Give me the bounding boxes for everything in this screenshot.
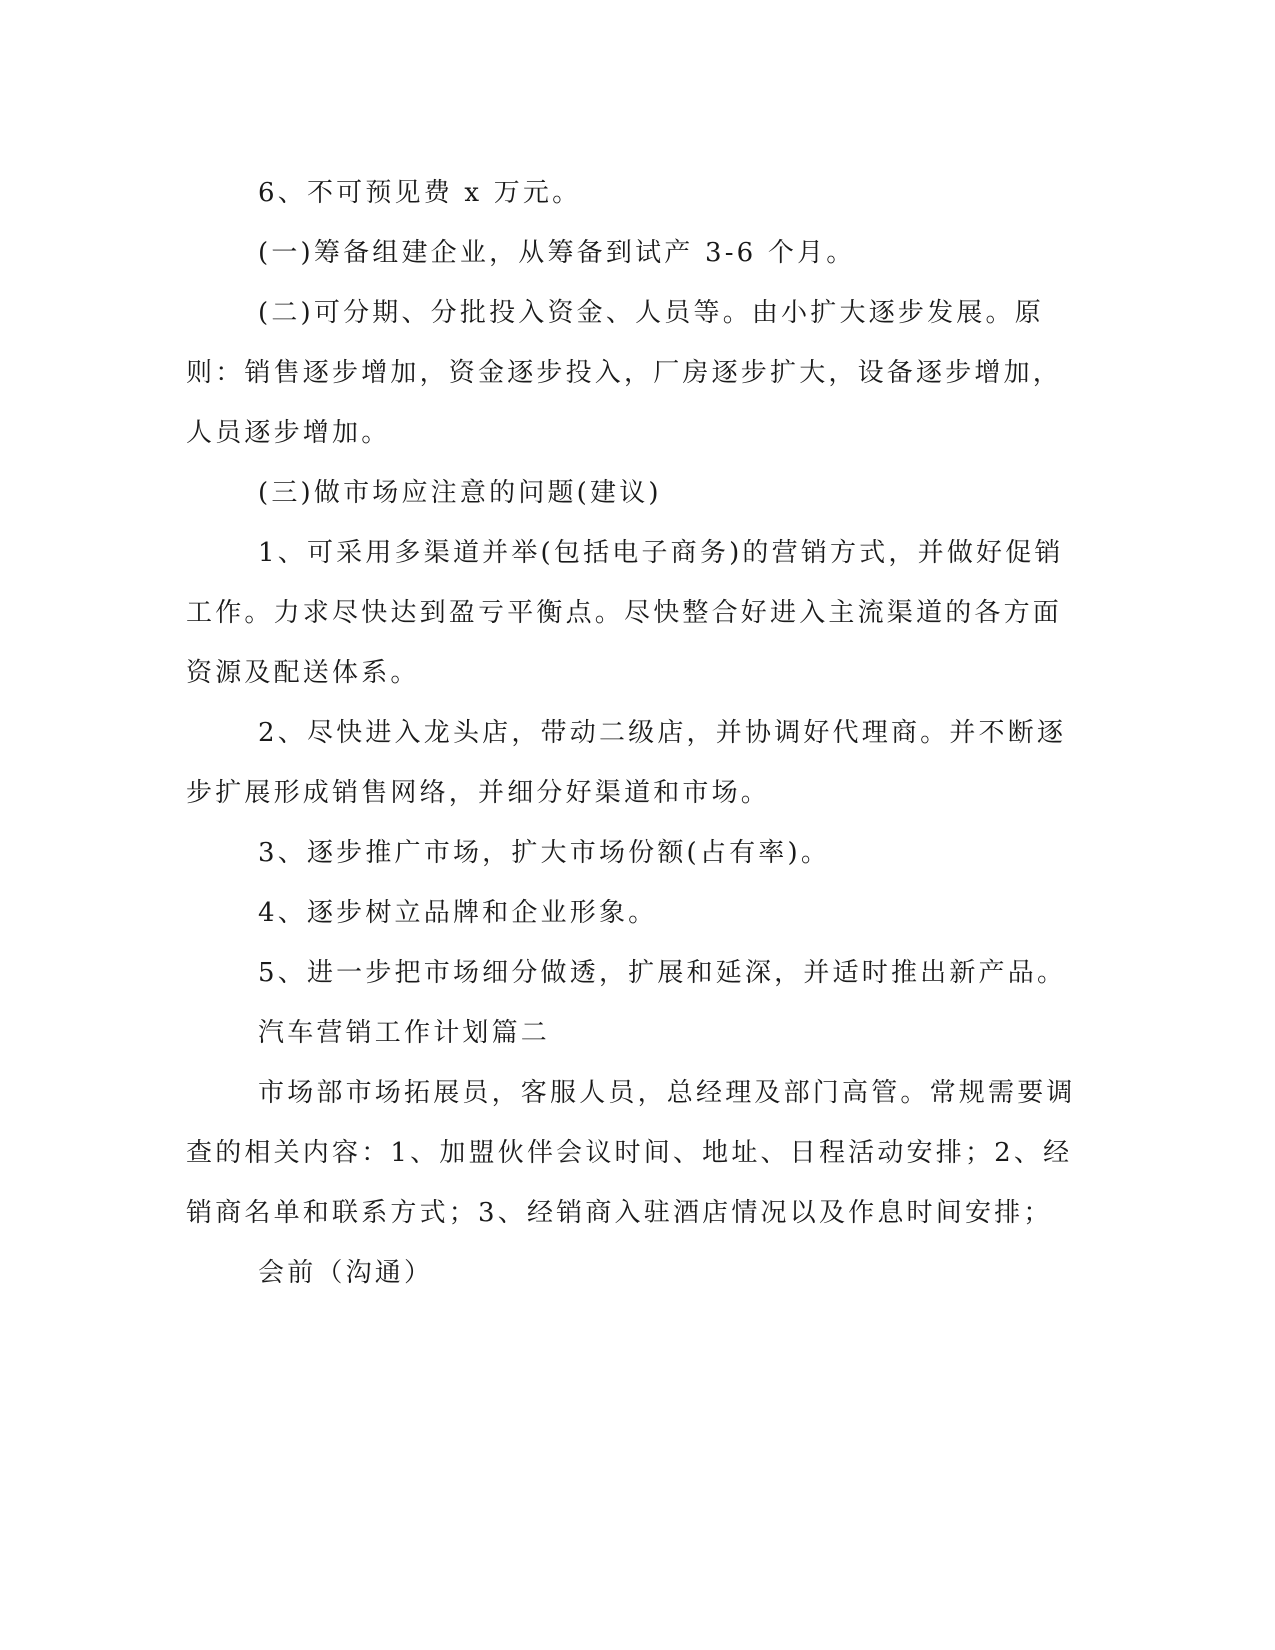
paragraph-pre-meeting: 会前（沟通） (258, 1258, 434, 1288)
paragraph-market-share: 3、逐步推广市场，扩大市场份额(占有率)。 (258, 838, 831, 868)
section-heading: 汽车营销工作计划篇二 (258, 1018, 551, 1048)
paragraph-market-issues-heading: (三)做市场应注意的问题(建议) (258, 478, 662, 508)
document-body (186, 163, 1084, 1303)
paragraph-preparation: (一)筹备组建企业，从筹备到试产 3-6 个月。 (258, 238, 856, 268)
paragraph-research-content: 市场部市场拓展员，客服人员，总经理及部门高管。常规需要调查的相关内容：1、加盟伙伴会议时间、地址、日程活动安排；2、经销商名单和联系方式；3、经销商入驻酒店情况以及作息时间安排； (186, 1078, 1076, 1228)
paragraph-multichannel: 1、可采用多渠道并举(包括电子商务)的营销方式，并做好促销工作。力求尽快达到盈亏平衡点。尽快整合好进入主流渠道的各方面资源及配送体系。 (186, 538, 1064, 688)
paragraph-phased-investment: (二)可分期、分批投入资金、人员等。由小扩大逐步发展。原则：销售逐步增加，资金逐步投入，厂房逐步扩大，设备逐步增加，人员逐步增加。 (186, 298, 1063, 448)
paragraph-leading-stores: 2、尽快进入龙头店，带动二级店，并协调好代理商。并不断逐步扩展形成销售网络，并细分好渠道和市场。 (186, 718, 1067, 808)
paragraph-brand-image: 4、逐步树立品牌和企业形象。 (258, 898, 658, 928)
paragraph-contingency-cost: 6、不可预见费 x 万元。 (258, 178, 582, 208)
paragraph-new-products: 5、进一步把市场细分做透，扩展和延深，并适时推出新产品。 (258, 958, 1067, 988)
